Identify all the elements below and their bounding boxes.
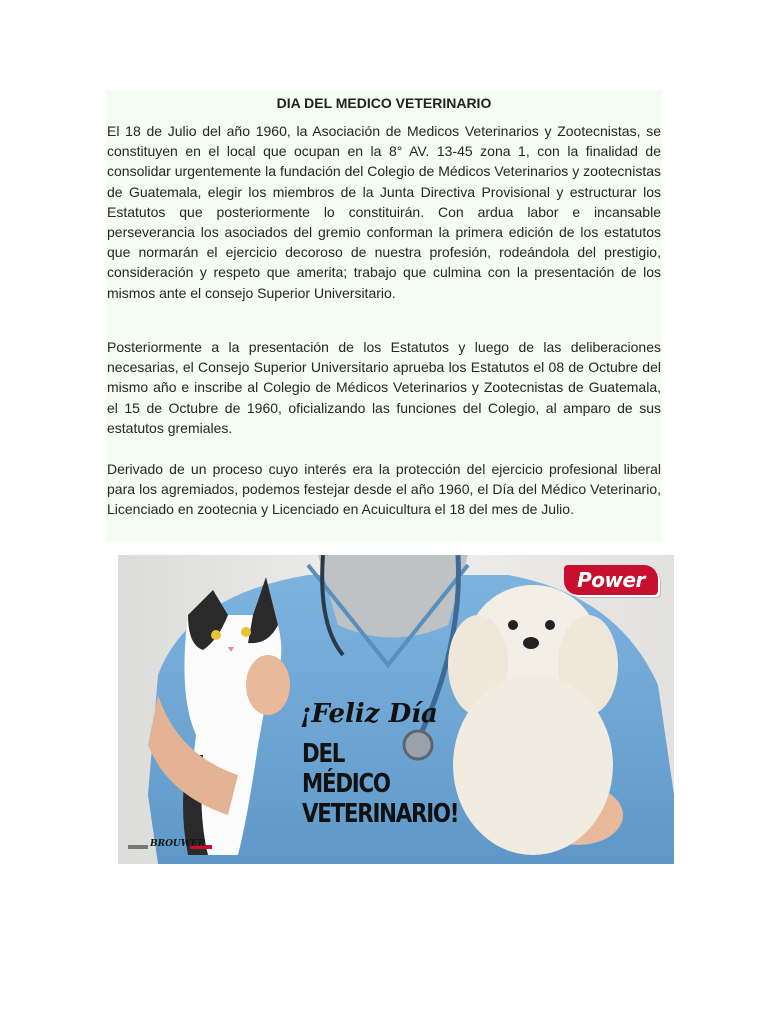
banner-headline bbox=[302, 739, 482, 829]
brouwer-brand-logo bbox=[128, 841, 212, 853]
headline-line-2: MÉDICO bbox=[302, 769, 390, 799]
brouwer-logo-text: BROUWER bbox=[150, 839, 206, 849]
article-text-block bbox=[106, 90, 662, 542]
article-paragraph-3: Derivado de un proceso cuyo interés era la protección del ejercicio profesional liberal para los agremiados, podemos festejar desde el año 1960, el Día del Médico Veterinario, Licenciado en zootecnia y Licenciado en Acuicultura el 18 del mes de Julio. bbox=[107, 461, 661, 518]
vet-day-banner-image bbox=[118, 555, 674, 864]
power-logo-text: Power bbox=[577, 568, 645, 592]
headline-line-3: VETERINARIO! bbox=[302, 799, 459, 829]
article-title: DIA DEL MEDICO VETERINARIO bbox=[276, 95, 492, 111]
power-brand-logo bbox=[564, 565, 658, 595]
article-paragraph-2: Posteriormente a la presentación de los Estatutos y luego de las deliberaciones necesarias, el Consejo Superior Universitario aprueba los Estatutos el 08 de Octubre del mismo año e inscribe al Colegio de Médicos Veterinarios y Zootecnistas de Guatemala, el 15 de Octubre de 1960, oficializando las funciones del Colegio, al amparo de sus estatutos gremiales. bbox=[107, 339, 661, 436]
headline-line-1: DEL bbox=[302, 739, 345, 769]
article-paragraph-1: El 18 de Julio del año 1960, la Asociación de Medicos Veterinarios y Zootecnistas, se constituyen en el local que ocupan en la 8° AV. 13-45 zona 1, con la finalidad de consolidar urgentemente la fundación del Colegio de Médicos Veterinarios y zootecnistas de Guatemala, elegir los miembros de la Junta Directiva Provisional y estructurar los Estatutos que posteriormente lo constituirán. Con ardua labor e incansable perseverancia los asociados del gremio conforman la primera edición de los estatutos que normarán el ejercicio decoroso de nuestra profesión, rodeándola del prestigio, consideración y respeto que amerita; trabajo que culmina con la presentación de los mismos ante el consejo Superior Universitario. bbox=[107, 123, 661, 301]
feliz-dia-greeting: ¡Feliz Día bbox=[300, 699, 438, 729]
